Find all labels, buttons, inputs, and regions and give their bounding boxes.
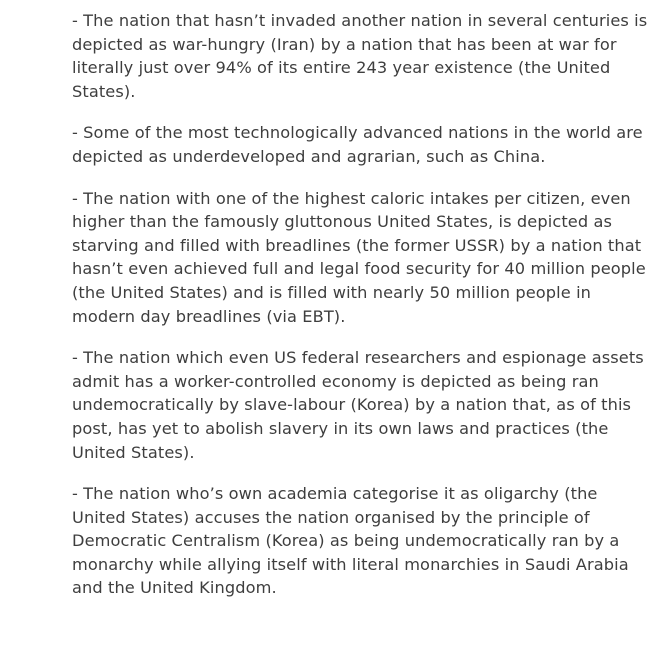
paragraph-ussr: - The nation with one of the highest caloric intakes per citizen, even higher than the famously gluttonous United States, is depicted as starving and filled with breadlines (the former USSR) by a nation that hasn’t even achieved full and legal food security for 40 million people (the United States) and is filled with nearly 50 million people in modern day breadlines (via EBT). — [72, 188, 646, 326]
paragraph-china: - Some of the most technologically advanced nations in the world are depicted as underdeveloped and agrarian, such as China. — [72, 123, 643, 166]
post-body — [72, 9, 652, 618]
paragraph-iran: - The nation that hasn’t invaded another nation in several centuries is depicted as war-hungry (Iran) by a nation that has been at war for literally just over 94% of its entire 243 year existence (the United States). — [72, 11, 648, 101]
paragraph-korea-democracy: - The nation who’s own academia categorise it as oligarchy (the United States) accuses the nation organised by the principle of Democratic Centralism (Korea) as being undemocratically ran by a monarchy while allying itself with literal monarchies in Saudi Arabia and the United Kingdom. — [72, 484, 629, 598]
paragraph-korea-economy: - The nation which even US federal researchers and espionage assets admit has a worker-controlled economy is depicted as being ran undemocratically by slave-labour (Korea) by a nation that, as of this post, has yet to abolish slavery in its own laws and practices (the United States). — [72, 348, 644, 462]
